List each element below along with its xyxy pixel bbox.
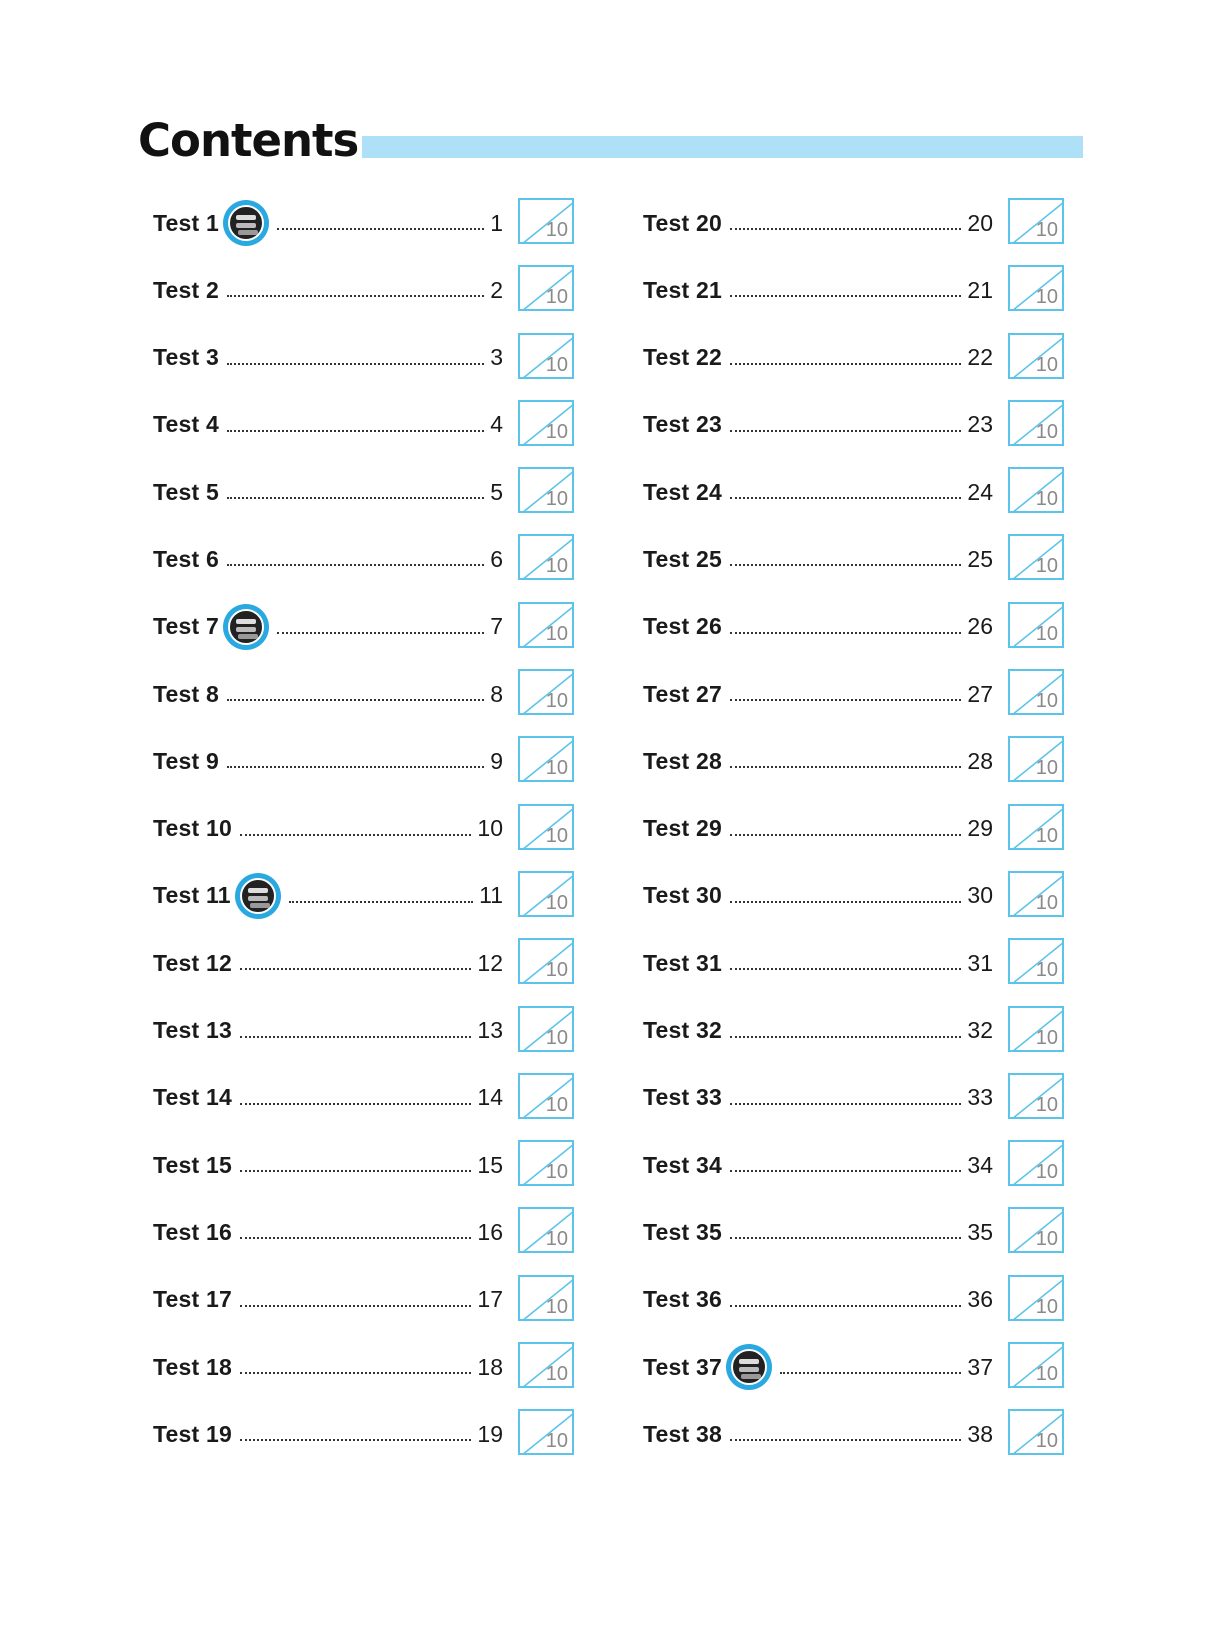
dot-leader [227, 497, 484, 499]
test-label: Test 17 [153, 1286, 232, 1313]
score-box[interactable] [518, 1342, 574, 1388]
score-box[interactable] [1008, 1073, 1064, 1119]
toc-entry-link[interactable] [643, 1342, 993, 1392]
toc-entry-link[interactable] [643, 1207, 993, 1257]
toc-entry-link[interactable] [643, 602, 993, 652]
toc-row-test-5 [153, 467, 583, 534]
test-label: Test 10 [153, 815, 232, 842]
score-box[interactable] [518, 669, 574, 715]
score-box[interactable] [1008, 871, 1064, 917]
toc-row-test-21 [643, 265, 1073, 332]
toc-row-test-23 [643, 400, 1073, 467]
toc-entry-link[interactable] [643, 198, 993, 248]
score-max: 10 [1035, 555, 1058, 578]
page-number: 17 [477, 1286, 503, 1313]
toc-entry-link[interactable] [153, 1409, 503, 1459]
toc-entry-link[interactable] [643, 669, 993, 719]
toc-entry-link[interactable] [153, 198, 503, 248]
page-number: 13 [477, 1017, 503, 1044]
toc-row-test-31 [643, 938, 1073, 1005]
score-box[interactable] [1008, 400, 1064, 446]
test-label: Test 8 [153, 680, 219, 707]
contents-header [138, 112, 1083, 170]
toc-entry-link[interactable] [153, 871, 503, 921]
test-label: Test 15 [153, 1151, 232, 1178]
score-max: 10 [1035, 488, 1058, 511]
dot-leader [730, 766, 961, 768]
test-label: Test 23 [643, 411, 722, 438]
test-label: Test 3 [153, 344, 219, 371]
test-label: Test 9 [153, 747, 219, 774]
page-number: 33 [967, 1084, 993, 1111]
test-label: Test 29 [643, 815, 722, 842]
test-label: Test 26 [643, 613, 722, 640]
score-max: 10 [545, 1295, 568, 1318]
toc-row-test-30 [643, 871, 1073, 938]
score-box[interactable] [518, 1006, 574, 1052]
test-label: Test 12 [153, 949, 232, 976]
dot-leader [240, 834, 471, 836]
score-box[interactable] [1008, 1275, 1064, 1321]
score-max: 10 [1035, 622, 1058, 645]
test-label: Test 28 [643, 747, 722, 774]
toc-row-test-2 [153, 265, 583, 332]
test-label: Test 34 [643, 1151, 722, 1178]
page-number: 6 [490, 545, 503, 572]
toc-entry-link[interactable] [153, 467, 503, 517]
dot-leader [277, 228, 484, 230]
page-number: 3 [490, 344, 503, 371]
score-box[interactable] [1008, 1207, 1064, 1253]
dot-leader [240, 1103, 471, 1105]
toc-row-test-18 [153, 1342, 583, 1409]
dot-leader [730, 1439, 961, 1441]
toc-row-test-3 [153, 333, 583, 400]
page-number: 7 [490, 613, 503, 640]
score-max: 10 [1035, 1026, 1058, 1049]
dot-leader [227, 295, 484, 297]
dot-leader [227, 430, 484, 432]
cd-disc-icon [235, 873, 281, 919]
dot-leader [227, 699, 484, 701]
page-number: 4 [490, 411, 503, 438]
toc-entry-link[interactable] [153, 1006, 503, 1056]
test-label: Test 2 [153, 276, 219, 303]
score-box[interactable] [518, 467, 574, 513]
dot-leader [240, 1372, 471, 1374]
toc-entry-link[interactable] [153, 669, 503, 719]
toc-entry-link[interactable] [643, 938, 993, 988]
score-max: 10 [1035, 420, 1058, 443]
page-number: 5 [490, 478, 503, 505]
score-box[interactable] [518, 1140, 574, 1186]
test-label: Test 13 [153, 1017, 232, 1044]
toc-entry-link[interactable] [153, 534, 503, 584]
toc-row-test-15 [153, 1140, 583, 1207]
dot-leader [240, 1439, 471, 1441]
dot-leader [240, 1036, 471, 1038]
test-label: Test 20 [643, 209, 722, 236]
score-max: 10 [545, 757, 568, 780]
score-max: 10 [545, 891, 568, 914]
toc-entry-link[interactable] [153, 1275, 503, 1325]
test-label: Test 1 [153, 209, 219, 236]
toc-row-test-6 [153, 534, 583, 601]
score-box[interactable] [518, 871, 574, 917]
test-label: Test 32 [643, 1017, 722, 1044]
page-number: 36 [967, 1286, 993, 1313]
score-box[interactable] [518, 804, 574, 850]
toc-row-test-25 [643, 534, 1073, 601]
test-label: Test 5 [153, 478, 219, 505]
toc-entry-link[interactable] [643, 265, 993, 315]
toc-row-test-27 [643, 669, 1073, 736]
page-number: 38 [967, 1420, 993, 1447]
page-number: 10 [477, 815, 503, 842]
score-box[interactable] [1008, 1409, 1064, 1455]
test-label: Test 33 [643, 1084, 722, 1111]
page-number: 34 [967, 1151, 993, 1178]
score-box[interactable] [518, 736, 574, 782]
dot-leader [227, 363, 484, 365]
dot-leader [277, 632, 484, 634]
score-max: 10 [1035, 1228, 1058, 1251]
toc-entry-link[interactable] [643, 736, 993, 786]
page-number: 19 [477, 1420, 503, 1447]
test-label: Test 7 [153, 613, 219, 640]
dot-leader [730, 228, 961, 230]
toc-entry-link[interactable] [643, 467, 993, 517]
score-box[interactable] [1008, 1006, 1064, 1052]
toc-entry-link[interactable] [643, 333, 993, 383]
score-max: 10 [1035, 690, 1058, 713]
test-label: Test 16 [153, 1218, 232, 1245]
dot-leader [227, 766, 484, 768]
score-box[interactable] [1008, 1342, 1064, 1388]
score-max: 10 [545, 824, 568, 847]
cd-disc-icon [223, 604, 269, 650]
page-number: 15 [477, 1151, 503, 1178]
test-label: Test 19 [153, 1420, 232, 1447]
toc-row-test-9 [153, 736, 583, 803]
score-box[interactable] [1008, 669, 1064, 715]
score-max: 10 [1035, 824, 1058, 847]
toc-entry-link[interactable] [153, 333, 503, 383]
toc-entry-link[interactable] [643, 871, 993, 921]
score-max: 10 [545, 1161, 568, 1184]
test-label: Test 31 [643, 949, 722, 976]
title-accent-bar [358, 136, 1083, 158]
test-label: Test 24 [643, 478, 722, 505]
test-label: Test 37 [643, 1353, 722, 1380]
test-label: Test 21 [643, 276, 722, 303]
dot-leader [730, 1305, 961, 1307]
dot-leader [227, 564, 484, 566]
score-max: 10 [545, 555, 568, 578]
page-number: 35 [967, 1218, 993, 1245]
toc-row-test-36 [643, 1275, 1073, 1342]
score-box[interactable] [518, 1073, 574, 1119]
score-max: 10 [1035, 891, 1058, 914]
page-number: 31 [967, 949, 993, 976]
toc-row-test-33 [643, 1073, 1073, 1140]
toc-row-test-32 [643, 1006, 1073, 1073]
dot-leader [730, 699, 961, 701]
toc-entry-link[interactable] [643, 804, 993, 854]
dot-leader [730, 968, 961, 970]
score-max: 10 [1035, 959, 1058, 982]
score-max: 10 [545, 1026, 568, 1049]
page-number: 16 [477, 1218, 503, 1245]
test-label: Test 18 [153, 1353, 232, 1380]
dot-leader [730, 1170, 961, 1172]
score-box[interactable] [1008, 602, 1064, 648]
page-number: 28 [967, 747, 993, 774]
page-title: Contents [138, 112, 362, 170]
score-max: 10 [1035, 1363, 1058, 1386]
page-number: 27 [967, 680, 993, 707]
cd-disc-icon [223, 200, 269, 246]
test-label: Test 6 [153, 545, 219, 572]
score-box[interactable] [1008, 265, 1064, 311]
dot-leader [240, 1305, 471, 1307]
toc-row-test-24 [643, 467, 1073, 534]
toc-entry-link[interactable] [153, 1140, 503, 1190]
score-box[interactable] [1008, 804, 1064, 850]
score-max: 10 [545, 286, 568, 309]
score-max: 10 [545, 622, 568, 645]
dot-leader [730, 1103, 961, 1105]
score-box[interactable] [518, 198, 574, 244]
dot-leader [730, 295, 961, 297]
dot-leader [730, 632, 961, 634]
toc-entry-link[interactable] [643, 400, 993, 450]
dot-leader [780, 1372, 961, 1374]
score-box[interactable] [518, 1275, 574, 1321]
page-number: 37 [967, 1353, 993, 1380]
toc-entry-link[interactable] [643, 1275, 993, 1325]
cd-disc-icon [726, 1344, 772, 1390]
test-label: Test 22 [643, 344, 722, 371]
test-label: Test 36 [643, 1286, 722, 1313]
score-max: 10 [545, 959, 568, 982]
toc-row-test-19 [153, 1409, 583, 1476]
toc-left-column [153, 198, 583, 1477]
toc-row-test-16 [153, 1207, 583, 1274]
test-label: Test 30 [643, 882, 722, 909]
test-label: Test 14 [153, 1084, 232, 1111]
dot-leader [730, 834, 961, 836]
toc-row-test-8 [153, 669, 583, 736]
score-max: 10 [1035, 219, 1058, 241]
score-max: 10 [545, 353, 568, 376]
page-number: 32 [967, 1017, 993, 1044]
score-max: 10 [1035, 1430, 1058, 1453]
score-box[interactable] [1008, 938, 1064, 984]
score-max: 10 [1035, 757, 1058, 780]
toc-entry-link[interactable] [153, 1073, 503, 1123]
test-label: Test 27 [643, 680, 722, 707]
page-number: 21 [967, 276, 993, 303]
toc-row-test-22 [643, 333, 1073, 400]
toc-right-column [643, 198, 1073, 1477]
score-max: 10 [545, 1363, 568, 1386]
score-box[interactable] [1008, 198, 1064, 244]
score-max: 10 [545, 219, 568, 241]
page-number: 9 [490, 747, 503, 774]
page-number: 29 [967, 815, 993, 842]
dot-leader [730, 363, 961, 365]
toc-row-test-34 [643, 1140, 1073, 1207]
dot-leader [240, 1237, 471, 1239]
score-box[interactable] [1008, 333, 1064, 379]
score-box[interactable] [1008, 534, 1064, 580]
toc-entry-link[interactable] [153, 400, 503, 450]
dot-leader [730, 1237, 961, 1239]
toc-entry-link[interactable] [643, 1140, 993, 1190]
page-number: 1 [490, 209, 503, 236]
page-number: 24 [967, 478, 993, 505]
score-box[interactable] [518, 1409, 574, 1455]
page-number: 11 [479, 882, 503, 909]
toc-entry-link[interactable] [153, 1342, 503, 1392]
dot-leader [730, 497, 961, 499]
score-max: 10 [545, 1093, 568, 1116]
score-max: 10 [1035, 1161, 1058, 1184]
score-box[interactable] [518, 265, 574, 311]
score-max: 10 [1035, 1093, 1058, 1116]
test-label: Test 35 [643, 1218, 722, 1245]
dot-leader [289, 901, 473, 903]
dot-leader [730, 564, 961, 566]
toc-row-test-17 [153, 1275, 583, 1342]
toc-row-test-4 [153, 400, 583, 467]
score-max: 10 [545, 1228, 568, 1251]
dot-leader [730, 1036, 961, 1038]
score-box[interactable] [1008, 1140, 1064, 1186]
score-max: 10 [545, 1430, 568, 1453]
page-number: 25 [967, 545, 993, 572]
toc-row-test-26 [643, 602, 1073, 669]
toc-row-test-7 [153, 602, 583, 669]
toc-row-test-10 [153, 804, 583, 871]
toc-entry-link[interactable] [153, 736, 503, 786]
score-max: 10 [545, 420, 568, 443]
score-box[interactable] [518, 1207, 574, 1253]
page-number: 14 [477, 1084, 503, 1111]
dot-leader [240, 968, 471, 970]
toc-row-test-35 [643, 1207, 1073, 1274]
toc-row-test-13 [153, 1006, 583, 1073]
score-box[interactable] [518, 333, 574, 379]
toc-entry-link[interactable] [153, 265, 503, 315]
test-label: Test 25 [643, 545, 722, 572]
page-number: 26 [967, 613, 993, 640]
toc-entry-link[interactable] [643, 1409, 993, 1459]
toc-entry-link[interactable] [643, 1006, 993, 1056]
toc-row-test-12 [153, 938, 583, 1005]
page-number: 22 [967, 344, 993, 371]
toc-row-test-1 [153, 198, 583, 265]
toc-entry-link[interactable] [153, 804, 503, 854]
score-max: 10 [545, 690, 568, 713]
toc-row-test-20 [643, 198, 1073, 265]
toc-row-test-14 [153, 1073, 583, 1140]
score-max: 10 [1035, 1295, 1058, 1318]
dot-leader [240, 1170, 471, 1172]
toc-entry-link[interactable] [153, 938, 503, 988]
toc-row-test-37 [643, 1342, 1073, 1409]
score-box[interactable] [518, 534, 574, 580]
dot-leader [730, 901, 961, 903]
toc-row-test-38 [643, 1409, 1073, 1476]
toc-entry-link[interactable] [153, 602, 503, 652]
score-box[interactable] [518, 938, 574, 984]
page-number: 2 [490, 276, 503, 303]
toc-row-test-28 [643, 736, 1073, 803]
page-number: 12 [477, 949, 503, 976]
score-box[interactable] [1008, 736, 1064, 782]
score-max: 10 [1035, 286, 1058, 309]
score-box[interactable] [518, 400, 574, 446]
test-label: Test 4 [153, 411, 219, 438]
page-number: 23 [967, 411, 993, 438]
page-number: 8 [490, 680, 503, 707]
score-max: 10 [1035, 353, 1058, 376]
score-max: 10 [545, 488, 568, 511]
test-label: Test 11 [153, 882, 231, 909]
toc-entry-link[interactable] [643, 1073, 993, 1123]
toc-row-test-29 [643, 804, 1073, 871]
page-number: 20 [967, 209, 993, 236]
page-number: 30 [967, 882, 993, 909]
toc-entry-link[interactable] [643, 534, 993, 584]
score-box[interactable] [1008, 467, 1064, 513]
toc-row-test-11 [153, 871, 583, 938]
test-label: Test 38 [643, 1420, 722, 1447]
dot-leader [730, 430, 961, 432]
toc-entry-link[interactable] [153, 1207, 503, 1257]
score-box[interactable] [518, 602, 574, 648]
page-number: 18 [477, 1353, 503, 1380]
